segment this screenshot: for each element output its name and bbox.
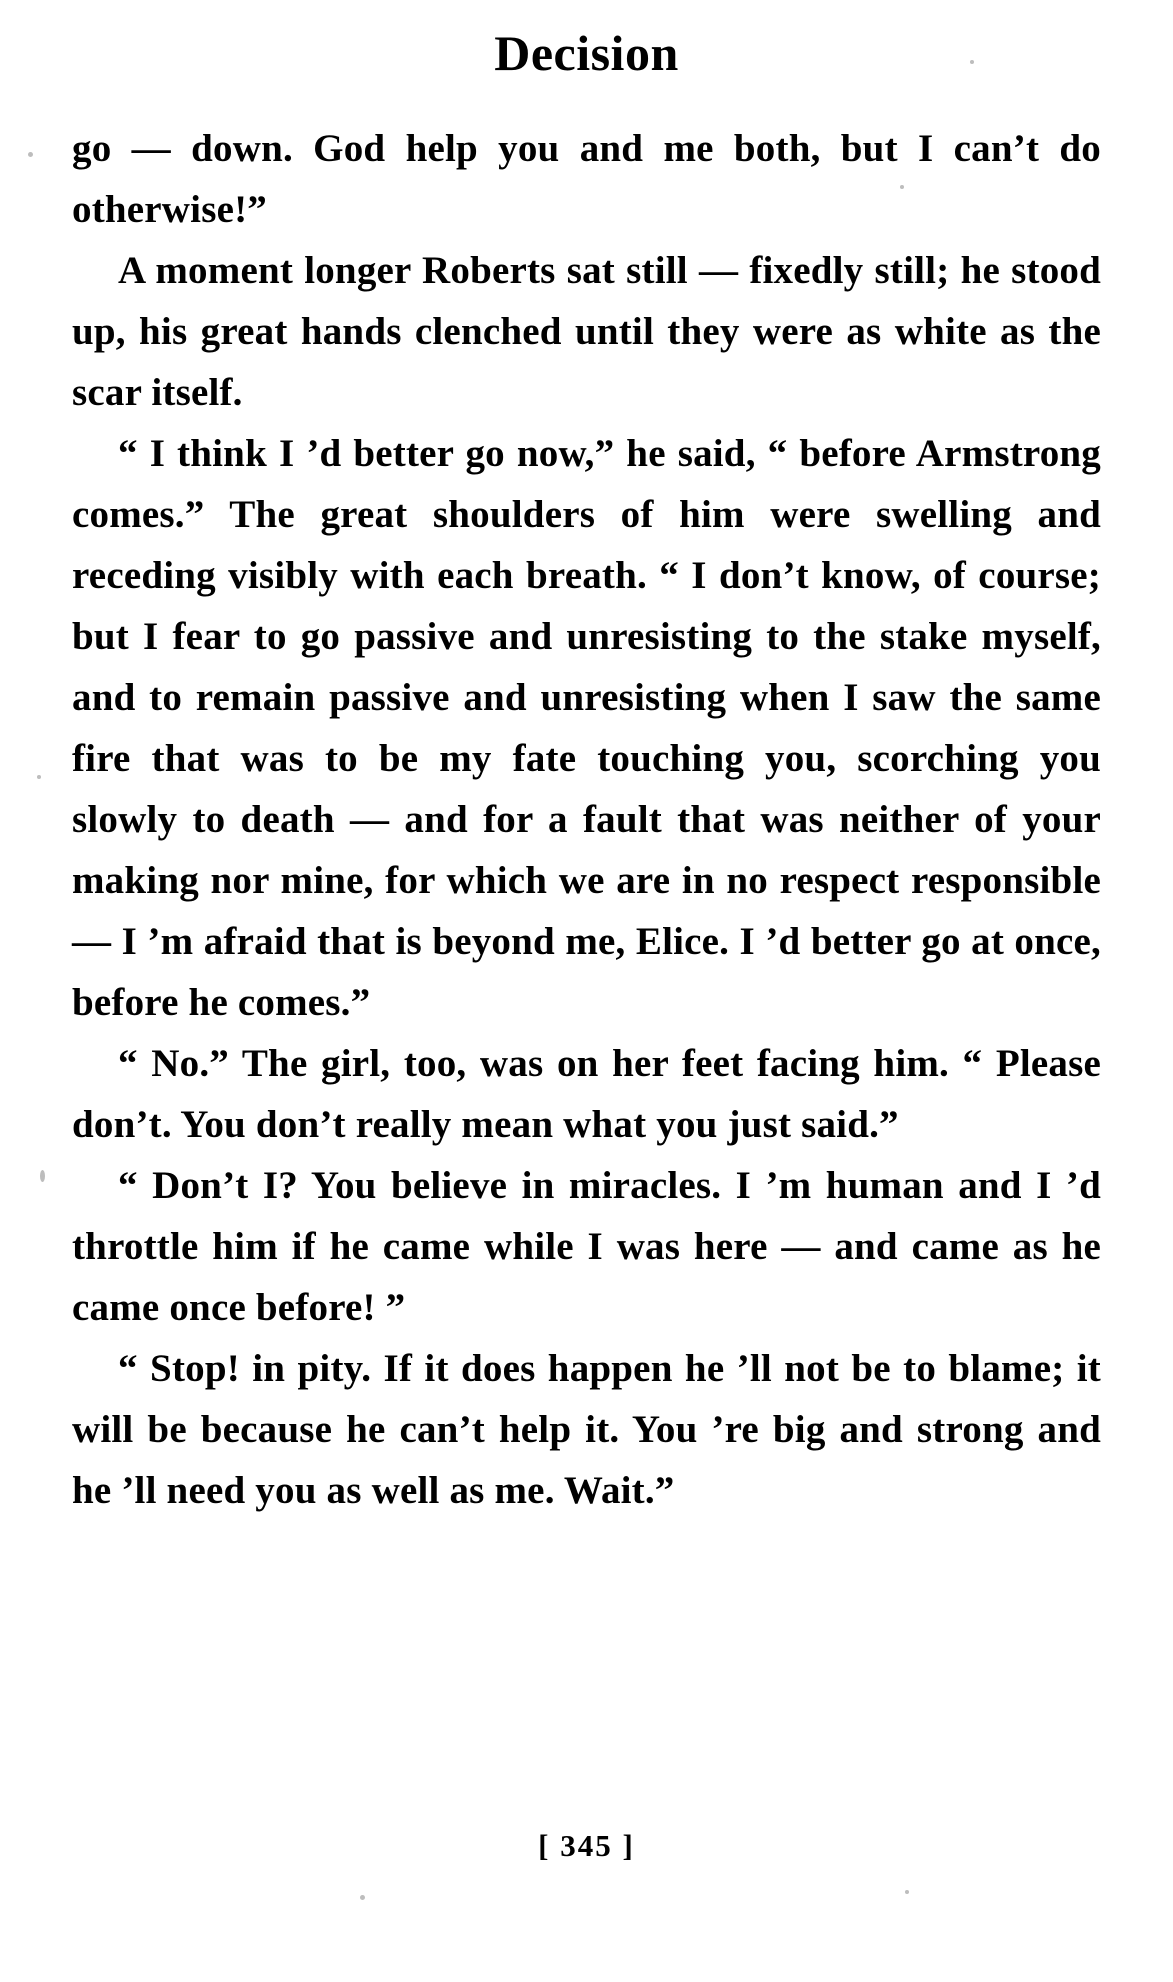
print-speck <box>40 1170 45 1182</box>
print-speck <box>28 152 33 157</box>
paragraph: go — down. God help you and me both, but I can’t do otherwise!” <box>72 127 1101 231</box>
print-speck <box>905 1890 909 1894</box>
paragraph: “ No.” The girl, too, was on her feet facing him. “ Please don’t. You don’t really mean what you just said.” <box>72 1042 1101 1146</box>
print-speck <box>360 1895 365 1900</box>
page-number: [ 345 ] <box>538 1828 635 1863</box>
paragraph: A moment longer Roberts sat still — fixedly still; he stood up, his great hands clenched until they were as white as the scar itself. <box>72 249 1101 414</box>
page-body <box>72 118 1101 1521</box>
paragraph: “ Stop! in pity. If it does happen he ’ll not be to blame; it will be because he can’t help it. You ’re big and strong and he ’ll need you as well as me. Wait.” <box>72 1347 1101 1512</box>
page-title: Decision <box>494 25 679 81</box>
print-speck <box>37 775 41 779</box>
paragraph: “ Don’t I? You believe in miracles. I ’m human and I ’d throttle him if he came while I was here — and came as he came once before! ” <box>72 1164 1101 1329</box>
paragraph: “ I think I ’d better go now,” he said, “ before Armstrong comes.” The great shoulders of him were swelling and receding visibly with each breath. “ I don’t know, of course; but I fear to go passive and unresisting to the stake myself, and to remain passive and unresisting when I saw the same fire that was to be my fate touching you, scorching you slowly to death — and for a fault that was neither of your making nor mine, for which we are in no respect responsible — I ’m afraid that is beyond me, Elice. I ’d better go at once, before he comes.” <box>72 432 1101 1024</box>
